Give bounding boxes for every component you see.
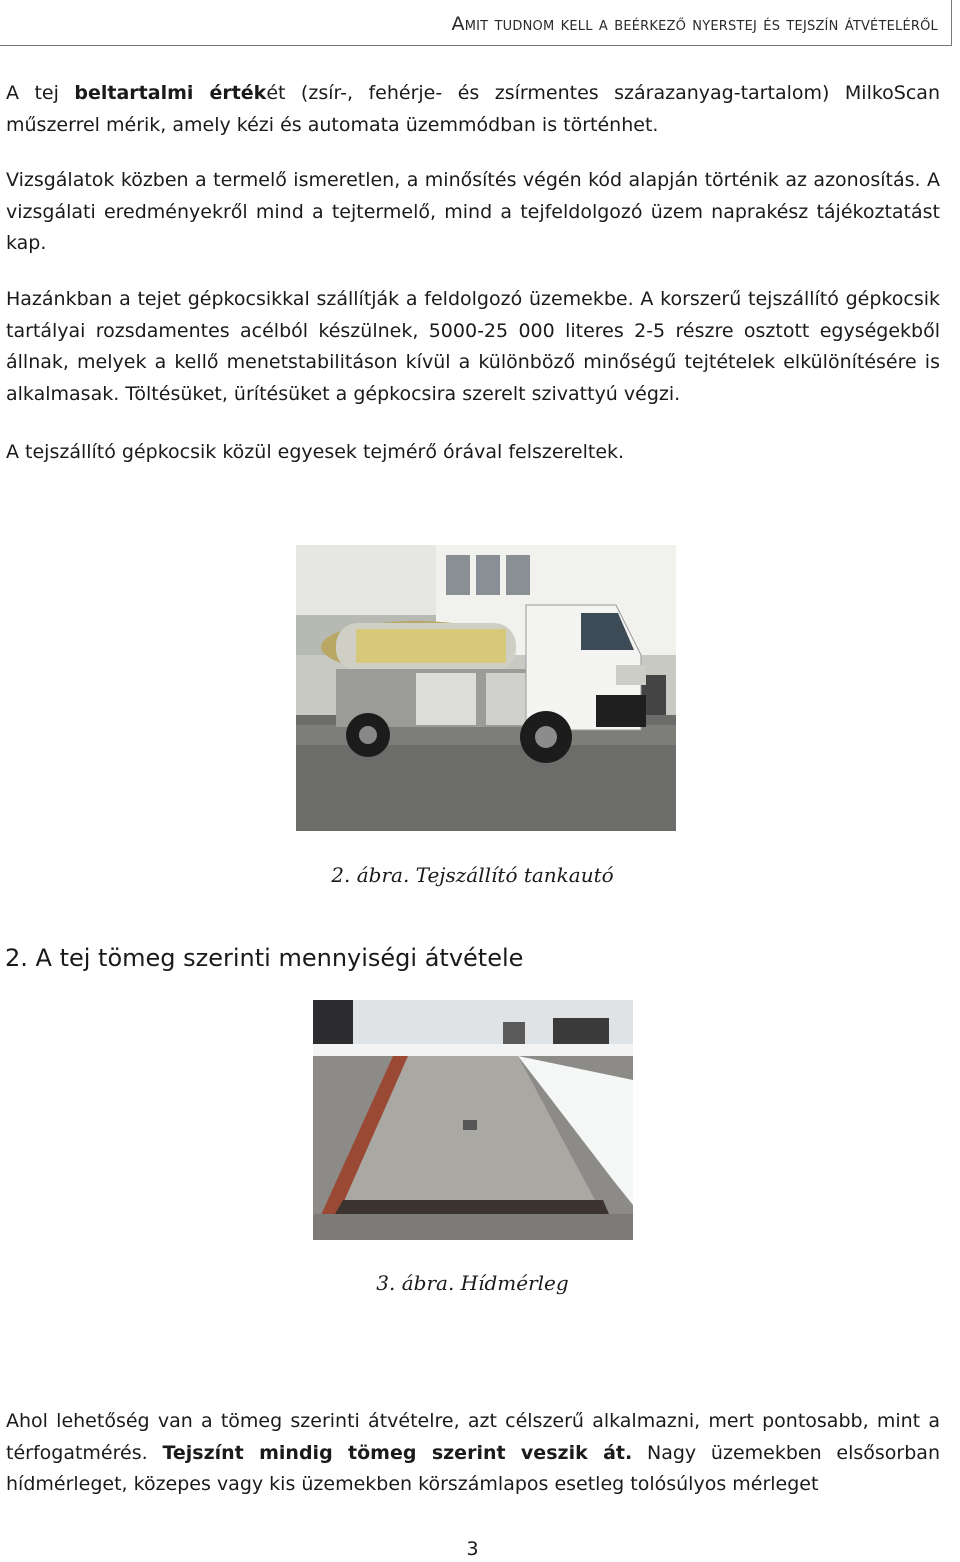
paragraph-milkoscan <box>6 78 940 141</box>
paragraph-transport: Hazánkban a tejet gépkocsikkal szállítják a feldolgozó üzemekbe. A korszerű tejszállító gépkocsik tartályai rozsdamentes acélból készülnek, 5000-25 000 literes 2-5 részre osztott egységekből állnak, melyek a kellő menetstabilitáson kívül a különböző minőségű tejtételek elkülönítésére is alkalmasak. Töltésüket, ürítésüket a gépkocsira szerelt szivattyú végzi. <box>6 288 940 405</box>
paragraph-text: Ahol lehetőség van a tömeg szerinti átvételre, azt célszerű alkalmazni, mert pontosabb, mint a térfogatmérés. <box>6 1410 940 1464</box>
paragraph-weighing <box>6 1406 940 1501</box>
paragraph-text: ét (zsír-, fehérje- és zsírmentes szárazanyag-tartalom) MilkoScan műszerrel mérik, amely kézi és automata üzemmódban is történhet. <box>6 82 940 136</box>
bold-term: beltartalmi érték <box>74 82 267 104</box>
paragraph-text: A tej <box>6 82 75 104</box>
section-heading: 2. A tej tömeg szerinti mennyiségi átvétele <box>5 944 524 972</box>
bold-statement: Tejszínt mindig tömeg szerint veszik át. <box>162 1441 633 1464</box>
paragraph-anonymity: Vizsgálatok közben a termelő ismeretlen, a minősítés végén kód alapján történik az azonosítás. A vizsgálati eredményekről mind a tejtermelő, mind a tejfeldolgozó üzem naprakész tájékoztatást kap. <box>6 169 940 254</box>
tanker-truck-illustration <box>296 545 676 831</box>
figure-3-caption: 3. ábra. Hídmérleg <box>376 1271 569 1295</box>
header-title: Amit tudnom kell a beérkező nyerstej és tejszín átvételéről <box>451 13 938 35</box>
weighbridge-illustration <box>313 1000 633 1240</box>
paragraph-meter: A tejszállító gépkocsik közül egyesek tejmérő órával felszereltek. <box>6 441 625 463</box>
weighbridge-image <box>313 1000 633 1240</box>
tanker-truck-image <box>296 545 676 831</box>
page-number: 3 <box>466 1538 479 1560</box>
figure-2-caption: 2. ábra. Tejszállító tankautó <box>331 863 614 887</box>
header-rule <box>0 45 952 46</box>
header-rule-vertical <box>951 0 952 46</box>
paragraph-text: Nagy üzemekben elsősorban hídmérleget, közepes vagy kis üzemekben körszámlapos esetleg tolósúlyos mérleget <box>6 1441 940 1495</box>
